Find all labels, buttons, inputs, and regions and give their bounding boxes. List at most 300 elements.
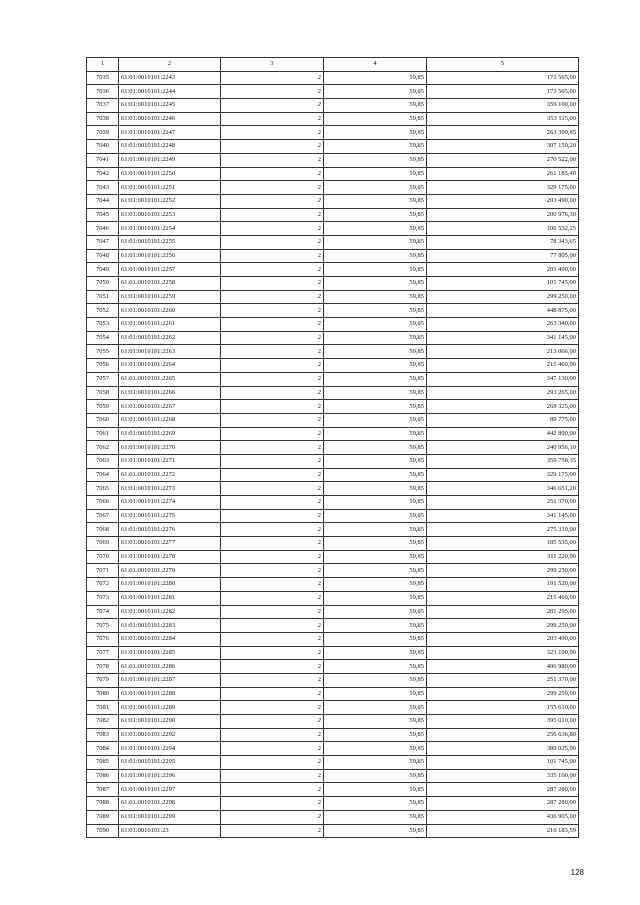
table-row xyxy=(87,331,579,345)
cadastral-number-cell: 61:01:0010101:2246 xyxy=(119,112,221,126)
column-4-cell: 59,85 xyxy=(324,578,427,592)
column-3-cell: 2 xyxy=(221,523,324,537)
row-number-cell: 7044 xyxy=(87,194,119,208)
column-4-cell: 59,85 xyxy=(324,181,427,195)
column-5-cell: 323 190,00 xyxy=(427,646,579,660)
row-number-cell: 7071 xyxy=(87,564,119,578)
column-4-cell: 59,85 xyxy=(324,687,427,701)
table-row xyxy=(87,99,579,113)
column-3-cell: 2 xyxy=(221,372,324,386)
row-number-cell: 7048 xyxy=(87,249,119,263)
row-number-cell: 7078 xyxy=(87,660,119,674)
cadastral-number-cell: 61:01:0010101:2251 xyxy=(119,181,221,195)
column-4-cell: 59,85 xyxy=(324,591,427,605)
row-number-cell: 7046 xyxy=(87,222,119,236)
row-number-cell: 7089 xyxy=(87,810,119,824)
column-3-cell: 2 xyxy=(221,810,324,824)
column-5-cell: 256 636,80 xyxy=(427,728,579,742)
cadastral-number-cell: 61:01:0010101:2273 xyxy=(119,482,221,496)
column-4-cell: 59,85 xyxy=(324,99,427,113)
table-row xyxy=(87,564,579,578)
column-3-cell: 2 xyxy=(221,619,324,633)
row-number-cell: 7057 xyxy=(87,372,119,386)
table-row xyxy=(87,715,579,729)
cadastral-number-cell: 61:01:0010101:2254 xyxy=(119,222,221,236)
table-row xyxy=(87,400,579,414)
column-3-cell: 2 xyxy=(221,537,324,551)
table-row xyxy=(87,468,579,482)
cadastral-number-cell: 61:01:0010101:2264 xyxy=(119,359,221,373)
column-5-cell: 240 956,10 xyxy=(427,441,579,455)
column-5-cell: 89 775,00 xyxy=(427,413,579,427)
column-5-cell: 261 185,40 xyxy=(427,167,579,181)
column-3-cell: 2 xyxy=(221,482,324,496)
table-row xyxy=(87,208,579,222)
column-5-cell: 213 066,00 xyxy=(427,345,579,359)
column-3-cell: 2 xyxy=(221,153,324,167)
column-3-cell: 2 xyxy=(221,277,324,291)
column-5-cell: 216 183,59 xyxy=(427,824,579,838)
column-5-cell: 329 175,00 xyxy=(427,468,579,482)
row-number-cell: 7069 xyxy=(87,537,119,551)
row-number-cell: 7038 xyxy=(87,112,119,126)
column-4-cell: 59,85 xyxy=(324,742,427,756)
column-3-cell: 2 xyxy=(221,345,324,359)
table-row xyxy=(87,359,579,373)
column-3-cell: 2 xyxy=(221,263,324,277)
column-5-cell: 106 532,25 xyxy=(427,222,579,236)
column-3-cell: 2 xyxy=(221,632,324,646)
cadastral-number-cell: 61:01:0010101:2288 xyxy=(119,687,221,701)
cadastral-number-cell: 61:01:0010101:2258 xyxy=(119,277,221,291)
table-row xyxy=(87,112,579,126)
column-4-cell: 59,85 xyxy=(324,496,427,510)
cadastral-number-cell: 61:01:0010101:2268 xyxy=(119,413,221,427)
row-number-cell: 7045 xyxy=(87,208,119,222)
column-4-cell: 59,85 xyxy=(324,550,427,564)
column-5-cell: 335 160,00 xyxy=(427,769,579,783)
row-number-cell: 7072 xyxy=(87,578,119,592)
column-3-cell: 2 xyxy=(221,646,324,660)
column-3-cell: 2 xyxy=(221,605,324,619)
row-number-cell: 7065 xyxy=(87,482,119,496)
cadastral-number-cell: 61:01:0010101:2292 xyxy=(119,728,221,742)
column-4-cell: 59,85 xyxy=(324,728,427,742)
cadastral-number-cell: 61:01:0010101:2290 xyxy=(119,715,221,729)
table-row xyxy=(87,413,579,427)
column-3-cell: 2 xyxy=(221,797,324,811)
column-header-5: 5 xyxy=(427,58,579,72)
column-5-cell: 251 370,00 xyxy=(427,673,579,687)
row-number-cell: 7076 xyxy=(87,632,119,646)
column-5-cell: 395 010,00 xyxy=(427,715,579,729)
column-3-cell: 2 xyxy=(221,673,324,687)
table-row xyxy=(87,290,579,304)
column-4-cell: 59,85 xyxy=(324,632,427,646)
row-number-cell: 7087 xyxy=(87,783,119,797)
column-5-cell: 406 980,00 xyxy=(427,660,579,674)
column-3-cell: 2 xyxy=(221,687,324,701)
cadastral-number-cell: 61:01:0010101:2244 xyxy=(119,85,221,99)
table-row xyxy=(87,550,579,564)
column-3-cell: 2 xyxy=(221,509,324,523)
cadastral-number-cell: 61:01:0010101:2272 xyxy=(119,468,221,482)
column-5-cell: 185 535,00 xyxy=(427,537,579,551)
column-3-cell: 2 xyxy=(221,386,324,400)
row-number-cell: 7088 xyxy=(87,797,119,811)
column-3-cell: 2 xyxy=(221,112,324,126)
column-4-cell: 59,85 xyxy=(324,810,427,824)
table-row xyxy=(87,756,579,770)
column-3-cell: 2 xyxy=(221,71,324,85)
row-number-cell: 7073 xyxy=(87,591,119,605)
row-number-cell: 7054 xyxy=(87,331,119,345)
column-4-cell: 59,85 xyxy=(324,824,427,838)
column-4-cell: 59,85 xyxy=(324,71,427,85)
cadastral-number-cell: 61:01:0010101:2295 xyxy=(119,756,221,770)
cadastral-number-cell: 61:01:0010101:2279 xyxy=(119,564,221,578)
row-number-cell: 7050 xyxy=(87,277,119,291)
table-row xyxy=(87,167,579,181)
table-row xyxy=(87,454,579,468)
table-row xyxy=(87,728,579,742)
row-number-cell: 7061 xyxy=(87,427,119,441)
column-5-cell: 359 758,35 xyxy=(427,454,579,468)
column-header-3: 3 xyxy=(221,58,324,72)
row-number-cell: 7090 xyxy=(87,824,119,838)
column-3-cell: 2 xyxy=(221,701,324,715)
column-5-cell: 311 220,00 xyxy=(427,550,579,564)
column-5-cell: 173 565,00 xyxy=(427,71,579,85)
column-5-cell: 307 150,20 xyxy=(427,140,579,154)
column-3-cell: 2 xyxy=(221,85,324,99)
column-4-cell: 59,85 xyxy=(324,537,427,551)
table-row xyxy=(87,277,579,291)
table-row xyxy=(87,482,579,496)
column-5-cell: 389 025,00 xyxy=(427,742,579,756)
column-4-cell: 59,85 xyxy=(324,756,427,770)
row-number-cell: 7040 xyxy=(87,140,119,154)
table-row xyxy=(87,153,579,167)
column-5-cell: 299 250,00 xyxy=(427,687,579,701)
table-row xyxy=(87,345,579,359)
column-3-cell: 2 xyxy=(221,756,324,770)
column-4-cell: 59,85 xyxy=(324,386,427,400)
table-row xyxy=(87,386,579,400)
column-4-cell: 59,85 xyxy=(324,715,427,729)
column-4-cell: 59,85 xyxy=(324,523,427,537)
cadastral-number-cell: 61:01:0010101:2270 xyxy=(119,441,221,455)
column-5-cell: 101 745,00 xyxy=(427,277,579,291)
cadastral-number-cell: 61:01:0010101:2275 xyxy=(119,509,221,523)
table-row xyxy=(87,523,579,537)
column-4-cell: 59,85 xyxy=(324,427,427,441)
column-3-cell: 2 xyxy=(221,235,324,249)
row-number-cell: 7075 xyxy=(87,619,119,633)
table-row xyxy=(87,783,579,797)
table-row xyxy=(87,194,579,208)
row-number-cell: 7086 xyxy=(87,769,119,783)
row-number-cell: 7064 xyxy=(87,468,119,482)
cadastral-number-cell: 61:01:0010101:2255 xyxy=(119,235,221,249)
row-number-cell: 7042 xyxy=(87,167,119,181)
cadastral-number-cell: 61:01:0010101:2278 xyxy=(119,550,221,564)
row-number-cell: 7083 xyxy=(87,728,119,742)
cadastral-number-cell: 61:01:0010101:2269 xyxy=(119,427,221,441)
table-header-row xyxy=(87,58,579,72)
row-number-cell: 7047 xyxy=(87,235,119,249)
cadastral-number-cell: 61:01:0010101:2263 xyxy=(119,345,221,359)
column-5-cell: 77 805,00 xyxy=(427,249,579,263)
column-3-cell: 2 xyxy=(221,468,324,482)
cadastral-number-cell: 61:01:0010101:2283 xyxy=(119,619,221,633)
column-5-cell: 329 175,00 xyxy=(427,181,579,195)
column-5-cell: 287 280,00 xyxy=(427,797,579,811)
cadastral-number-cell: 61:01:0010101:2284 xyxy=(119,632,221,646)
cadastral-number-cell: 61:01:0010101:2287 xyxy=(119,673,221,687)
row-number-cell: 7060 xyxy=(87,413,119,427)
column-4-cell: 59,85 xyxy=(324,454,427,468)
column-4-cell: 59,85 xyxy=(324,249,427,263)
cadastral-number-cell: 61:01:0010101:2280 xyxy=(119,578,221,592)
cadastral-number-cell: 61:01:0010101:2260 xyxy=(119,304,221,318)
column-3-cell: 2 xyxy=(221,290,324,304)
table-row xyxy=(87,71,579,85)
table-row xyxy=(87,235,579,249)
column-3-cell: 2 xyxy=(221,208,324,222)
column-header-2: 2 xyxy=(119,58,221,72)
column-4-cell: 59,85 xyxy=(324,126,427,140)
column-4-cell: 59,85 xyxy=(324,208,427,222)
table-row xyxy=(87,427,579,441)
table-row xyxy=(87,646,579,660)
table-body xyxy=(87,71,579,838)
row-number-cell: 7056 xyxy=(87,359,119,373)
column-3-cell: 2 xyxy=(221,550,324,564)
column-3-cell: 2 xyxy=(221,222,324,236)
column-3-cell: 2 xyxy=(221,99,324,113)
column-4-cell: 59,85 xyxy=(324,194,427,208)
column-5-cell: 287 280,00 xyxy=(427,783,579,797)
column-4-cell: 59,85 xyxy=(324,222,427,236)
table-row xyxy=(87,687,579,701)
table-row xyxy=(87,85,579,99)
table-row xyxy=(87,742,579,756)
table-row xyxy=(87,660,579,674)
column-4-cell: 59,85 xyxy=(324,413,427,427)
column-4-cell: 59,85 xyxy=(324,345,427,359)
row-number-cell: 7051 xyxy=(87,290,119,304)
cadastral-number-cell: 61:01:0010101:2250 xyxy=(119,167,221,181)
row-number-cell: 7068 xyxy=(87,523,119,537)
table-row xyxy=(87,797,579,811)
column-5-cell: 442 890,00 xyxy=(427,427,579,441)
table-row xyxy=(87,496,579,510)
row-number-cell: 7077 xyxy=(87,646,119,660)
column-4-cell: 59,85 xyxy=(324,783,427,797)
table-row xyxy=(87,509,579,523)
cadastral-number-cell: 61:01:0010101:2298 xyxy=(119,797,221,811)
cadastral-number-cell: 61:01:0010101:2296 xyxy=(119,769,221,783)
table-row xyxy=(87,441,579,455)
column-3-cell: 2 xyxy=(221,181,324,195)
column-5-cell: 269 325,00 xyxy=(427,400,579,414)
table-row xyxy=(87,318,579,332)
row-number-cell: 7041 xyxy=(87,153,119,167)
column-5-cell: 353 115,00 xyxy=(427,112,579,126)
column-5-cell: 251 370,00 xyxy=(427,496,579,510)
cadastral-number-cell: 61:01:0010101:2243 xyxy=(119,71,221,85)
column-5-cell: 155 610,00 xyxy=(427,701,579,715)
cadastral-number-cell: 61:01:0010101:2256 xyxy=(119,249,221,263)
row-number-cell: 7066 xyxy=(87,496,119,510)
column-3-cell: 2 xyxy=(221,454,324,468)
table-row xyxy=(87,578,579,592)
column-4-cell: 59,85 xyxy=(324,605,427,619)
column-5-cell: 299 250,00 xyxy=(427,564,579,578)
column-3-cell: 2 xyxy=(221,441,324,455)
row-number-cell: 7085 xyxy=(87,756,119,770)
cadastral-number-cell: 61:01:0010101:2281 xyxy=(119,591,221,605)
cadastral-number-cell: 61:01:0010101:2282 xyxy=(119,605,221,619)
column-3-cell: 2 xyxy=(221,140,324,154)
cadastral-number-cell: 61:01:0010101:2248 xyxy=(119,140,221,154)
table-row xyxy=(87,263,579,277)
column-4-cell: 59,85 xyxy=(324,673,427,687)
table-row xyxy=(87,372,579,386)
column-4-cell: 59,85 xyxy=(324,277,427,291)
row-number-cell: 7079 xyxy=(87,673,119,687)
column-3-cell: 2 xyxy=(221,194,324,208)
column-3-cell: 2 xyxy=(221,331,324,345)
column-4-cell: 59,85 xyxy=(324,235,427,249)
table-row xyxy=(87,222,579,236)
table-row xyxy=(87,632,579,646)
column-3-cell: 2 xyxy=(221,400,324,414)
row-number-cell: 7043 xyxy=(87,181,119,195)
cadastral-number-cell: 61:01:0010101:2249 xyxy=(119,153,221,167)
cadastral-number-cell: 61:01:0010101:2261 xyxy=(119,318,221,332)
row-number-cell: 7074 xyxy=(87,605,119,619)
column-5-cell: 173 565,00 xyxy=(427,85,579,99)
column-4-cell: 59,85 xyxy=(324,564,427,578)
row-number-cell: 7053 xyxy=(87,318,119,332)
column-5-cell: 448 875,00 xyxy=(427,304,579,318)
table-row xyxy=(87,140,579,154)
column-3-cell: 2 xyxy=(221,318,324,332)
column-5-cell: 203 490,00 xyxy=(427,263,579,277)
cadastral-number-cell: 61:01:0010101:2286 xyxy=(119,660,221,674)
column-3-cell: 2 xyxy=(221,249,324,263)
column-4-cell: 59,85 xyxy=(324,646,427,660)
column-5-cell: 347 130,00 xyxy=(427,372,579,386)
column-5-cell: 270 522,00 xyxy=(427,153,579,167)
row-number-cell: 7039 xyxy=(87,126,119,140)
column-3-cell: 2 xyxy=(221,427,324,441)
column-3-cell: 2 xyxy=(221,728,324,742)
column-4-cell: 59,85 xyxy=(324,331,427,345)
column-4-cell: 59,85 xyxy=(324,660,427,674)
column-5-cell: 359 100,00 xyxy=(427,99,579,113)
column-5-cell: 191 520,00 xyxy=(427,578,579,592)
column-5-cell: 203 490,00 xyxy=(427,632,579,646)
column-3-cell: 2 xyxy=(221,564,324,578)
column-5-cell: 293 265,00 xyxy=(427,386,579,400)
row-number-cell: 7082 xyxy=(87,715,119,729)
column-5-cell: 346 651,20 xyxy=(427,482,579,496)
column-4-cell: 59,85 xyxy=(324,85,427,99)
column-3-cell: 2 xyxy=(221,578,324,592)
row-number-cell: 7070 xyxy=(87,550,119,564)
column-4-cell: 59,85 xyxy=(324,112,427,126)
cadastral-number-cell: 61:01:0010101:23 xyxy=(119,824,221,838)
row-number-cell: 7049 xyxy=(87,263,119,277)
column-4-cell: 59,85 xyxy=(324,468,427,482)
row-number-cell: 7067 xyxy=(87,509,119,523)
row-number-cell: 7059 xyxy=(87,400,119,414)
table-row xyxy=(87,701,579,715)
column-4-cell: 59,85 xyxy=(324,482,427,496)
column-4-cell: 59,85 xyxy=(324,359,427,373)
column-4-cell: 59,85 xyxy=(324,509,427,523)
column-5-cell: 215 460,00 xyxy=(427,591,579,605)
column-4-cell: 59,85 xyxy=(324,167,427,181)
column-5-cell: 101 745,00 xyxy=(427,756,579,770)
column-5-cell: 215 460,00 xyxy=(427,359,579,373)
table-row xyxy=(87,605,579,619)
row-number-cell: 7037 xyxy=(87,99,119,113)
row-number-cell: 7055 xyxy=(87,345,119,359)
cadastral-number-cell: 61:01:0010101:2267 xyxy=(119,400,221,414)
cadastral-number-cell: 61:01:0010101:2266 xyxy=(119,386,221,400)
row-number-cell: 7036 xyxy=(87,85,119,99)
column-3-cell: 2 xyxy=(221,359,324,373)
column-3-cell: 2 xyxy=(221,167,324,181)
table-row xyxy=(87,181,579,195)
column-5-cell: 299 250,00 xyxy=(427,290,579,304)
column-5-cell: 200 976,30 xyxy=(427,208,579,222)
cadastral-number-cell: 61:01:0010101:2245 xyxy=(119,99,221,113)
column-4-cell: 59,85 xyxy=(324,701,427,715)
column-5-cell: 436 905,00 xyxy=(427,810,579,824)
column-4-cell: 59,85 xyxy=(324,140,427,154)
table-row xyxy=(87,249,579,263)
row-number-cell: 7081 xyxy=(87,701,119,715)
column-3-cell: 2 xyxy=(221,413,324,427)
cadastral-number-cell: 61:01:0010101:2271 xyxy=(119,454,221,468)
column-4-cell: 59,85 xyxy=(324,318,427,332)
table-row xyxy=(87,591,579,605)
cadastral-number-cell: 61:01:0010101:2289 xyxy=(119,701,221,715)
column-3-cell: 2 xyxy=(221,715,324,729)
cadastral-number-cell: 61:01:0010101:2274 xyxy=(119,496,221,510)
cadastral-number-cell: 61:01:0010101:2257 xyxy=(119,263,221,277)
table-row xyxy=(87,537,579,551)
row-number-cell: 7084 xyxy=(87,742,119,756)
table-row xyxy=(87,619,579,633)
cadastral-number-cell: 61:01:0010101:2247 xyxy=(119,126,221,140)
table-row xyxy=(87,304,579,318)
column-3-cell: 2 xyxy=(221,304,324,318)
cadastral-number-cell: 61:01:0010101:2265 xyxy=(119,372,221,386)
row-number-cell: 7058 xyxy=(87,386,119,400)
column-3-cell: 2 xyxy=(221,126,324,140)
column-5-cell: 203 490,00 xyxy=(427,194,579,208)
row-number-cell: 7063 xyxy=(87,454,119,468)
column-5-cell: 281 295,00 xyxy=(427,605,579,619)
column-3-cell: 2 xyxy=(221,496,324,510)
column-4-cell: 59,85 xyxy=(324,290,427,304)
